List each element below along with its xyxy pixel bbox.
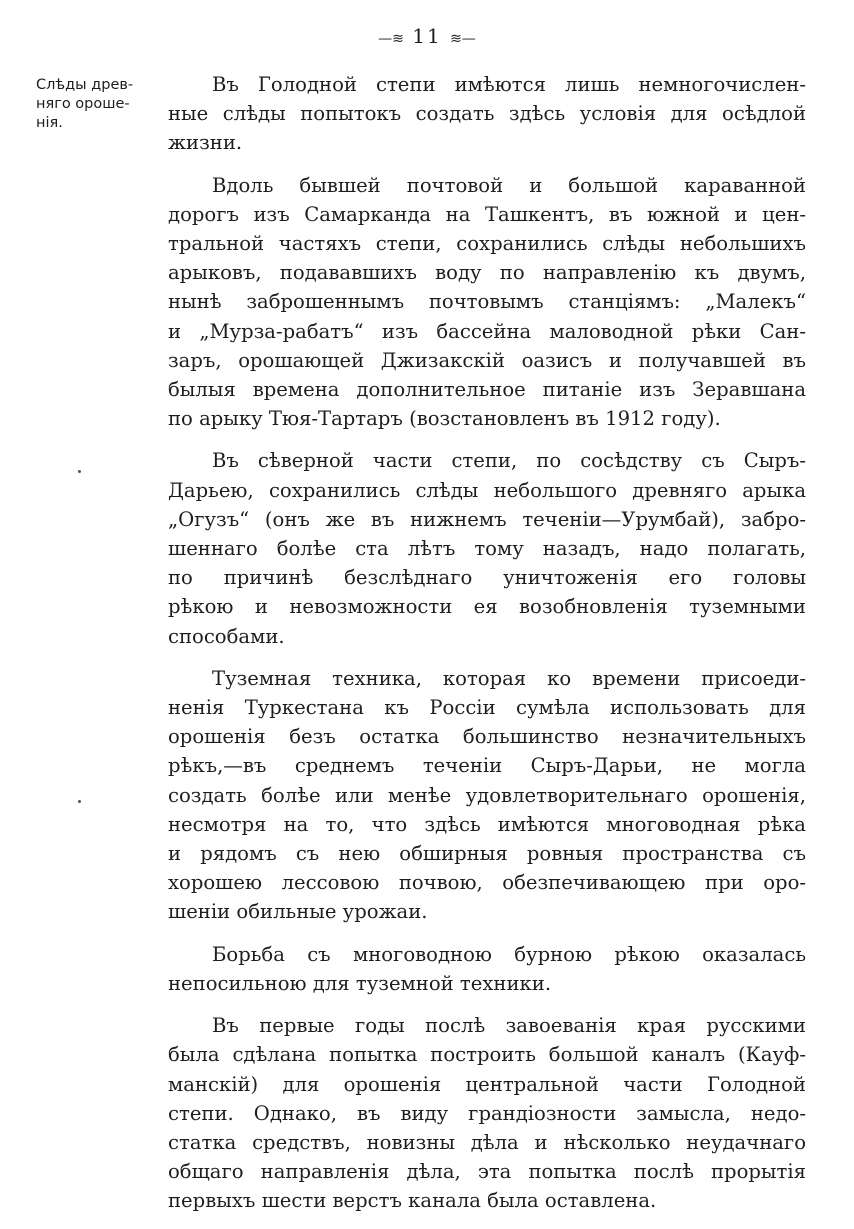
text-line: и рядомъ съ нею обширныя ровныя пространства съ (168, 842, 806, 866)
text-line: несмотря на то, что здѣсь имѣются многоводная рѣка (168, 812, 806, 836)
text-line: ные слѣды попытокъ создать здѣсь условія для осѣдлой (168, 102, 806, 126)
paragraph-3 (168, 446, 806, 650)
text-line: непосильною для туземной техники. (168, 971, 552, 995)
text-line: „Огузъ“ (онъ же въ нижнемъ теченіи—Урумбай), забро- (168, 507, 806, 531)
paragraph-1 (168, 70, 806, 158)
text-line: шеннаго болѣе ста лѣтъ тому назадъ, надо полагать, (168, 537, 806, 561)
text-line: тральной частяхъ степи, сохранились слѣды небольшихъ (168, 232, 806, 256)
text-line: Борьба съ многоводною бурною рѣкою оказалась (212, 942, 806, 966)
text-line: степи. Однако, въ виду грандіозности замысла, недо- (168, 1101, 806, 1125)
text-line: и „Мурза-рабатъ“ изъ бассейна маловодной рѣки Сан- (168, 319, 806, 343)
paper-speck (78, 470, 81, 473)
text-line: арыковъ, подававшихъ воду по направленію къ двумъ, (168, 261, 806, 285)
text-line: хорошею лессовою почвою, обезпечивающею при оро- (168, 871, 806, 895)
page-number: 11 (412, 24, 442, 48)
text-line: Въ сѣверной части степи, по сосѣдству съ Сыръ- (212, 449, 806, 473)
margin-note (36, 76, 166, 133)
text-line: создать болѣе или менѣе удовлетворительнаго орошенія, (168, 783, 806, 807)
text-line: заръ, орошающей Джизакскій оазисъ и получавшей въ (168, 348, 806, 372)
paragraph-2 (168, 171, 806, 434)
text-line: Туземная техника, которая ко времени присоеди- (212, 666, 806, 690)
paragraph-4 (168, 664, 806, 927)
text-line: Вдоль бывшей почтовой и большой караванной (212, 173, 806, 197)
body-text (168, 70, 806, 1229)
page-header (0, 24, 854, 48)
header-ornament-left: —≋ (378, 31, 404, 47)
text-line: шеніи обильные урожаи. (168, 900, 428, 924)
text-line: нынѣ заброшеннымъ почтовымъ станціямъ: „Малекъ“ (168, 290, 806, 314)
text-line: Въ Голодной степи имѣются лишь немногочислен- (212, 73, 806, 96)
text-line: общаго направленія дѣла, эта попытка послѣ прорытія (168, 1160, 806, 1184)
text-line: по причинѣ безслѣднаго уничтоженія его головы (168, 566, 806, 590)
text-line: Дарьею, сохранились слѣды небольшого древняго арыка (168, 478, 806, 502)
header-ornament-right: ≋— (450, 31, 476, 47)
paragraph-6 (168, 1011, 806, 1215)
text-line: статка средствъ, новизны дѣла и нѣсколько неудачнаго (168, 1130, 806, 1154)
margin-note-line: няго ороше- (36, 96, 130, 112)
text-line: орошенія безъ остатка большинство незначительныхъ (168, 725, 806, 749)
text-line: была сдѣлана попытка построить большой каналъ (Кауф- (168, 1043, 806, 1067)
text-line: манскій) для орошенія центральной части Голодной (168, 1072, 806, 1096)
text-line: рѣкою и невозможности ея возобновленія туземными (168, 595, 806, 619)
text-line: по арыку Тюя-Тартаръ (возстановленъ въ 1912 году). (168, 407, 721, 431)
text-line: дорогъ изъ Самарканда на Ташкентъ, въ южной и цен- (168, 202, 806, 226)
text-line: Въ первые годы послѣ завоеванія края русскими (212, 1014, 806, 1038)
paragraph-5 (168, 940, 806, 998)
text-line: способами. (168, 624, 285, 648)
text-line: ненія Туркестана къ Россіи сумѣла использовать для (168, 696, 806, 720)
text-line: жизни. (168, 131, 243, 155)
margin-note-line: Слѣды древ- (36, 77, 134, 93)
paper-speck (78, 800, 81, 803)
text-line: былыя времена дополнительное питаніе изъ Зеравшана (168, 378, 806, 402)
text-line: рѣкъ,—въ среднемъ теченіи Сыръ-Дарьи, не могла (168, 754, 806, 778)
text-line: первыхъ шести верстъ канала была оставлена. (168, 1189, 657, 1213)
margin-note-line: нія. (36, 115, 63, 131)
